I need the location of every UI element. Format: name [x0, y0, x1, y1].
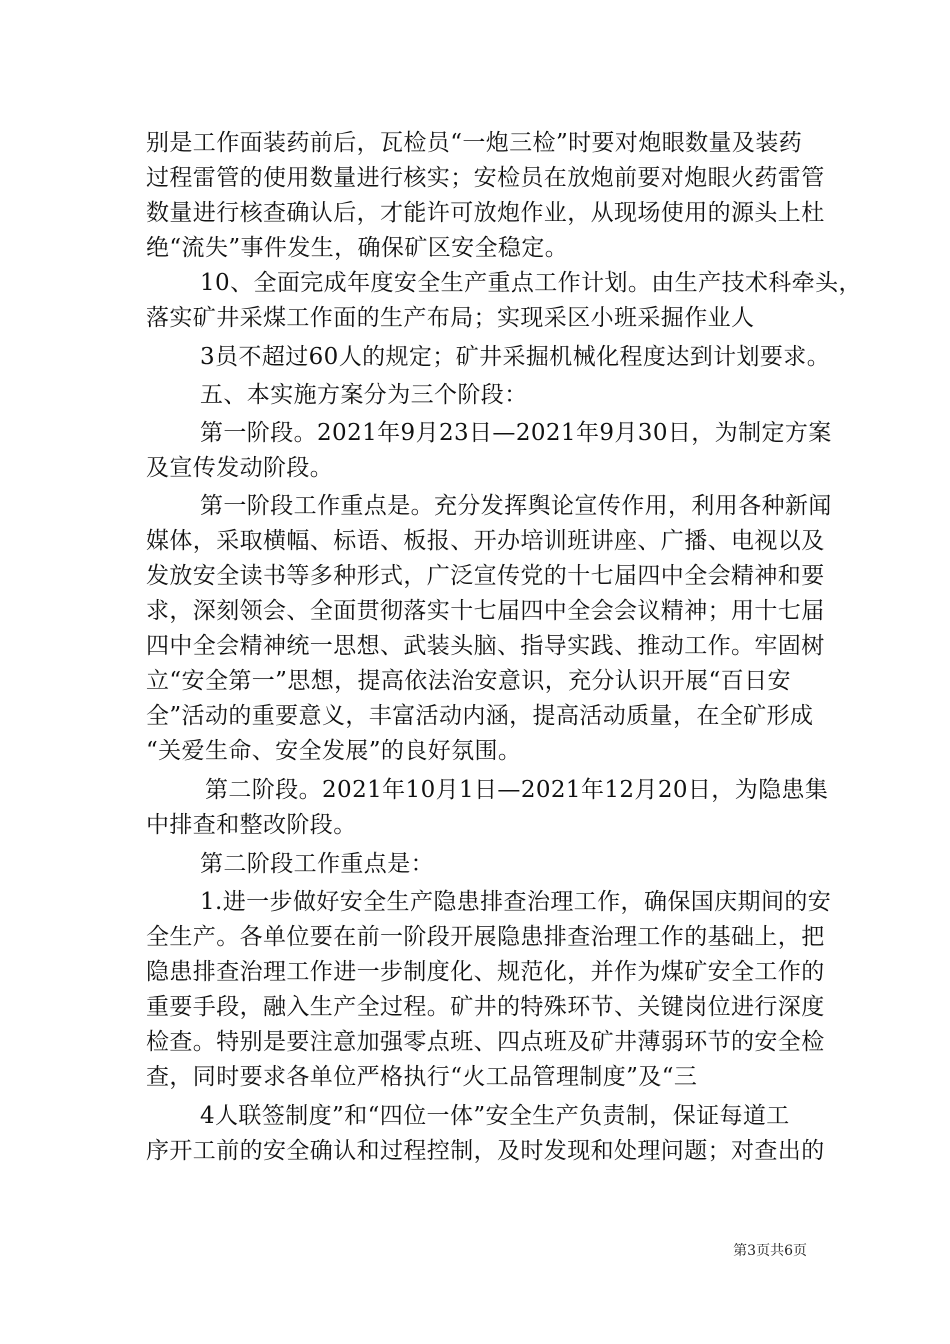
- paragraph-first-line: 10、全面完成年度安全生产重点工作计划。由生产技术科牵头，: [200, 270, 862, 296]
- text-line: 全”活动的重要意义，丰富活动内涵，提高活动质量，在全矿形成: [146, 703, 814, 729]
- text-line: 重要手段，融入生产全过程。矿井的特殊环节、关键岗位进行深度: [146, 994, 825, 1020]
- text-line: 媒体，采取横幅、标语、板报、开办培训班讲座、广播、电视以及: [146, 528, 825, 554]
- text-line: 查，同时要求各单位严格执行“火工品管理制度”及“三: [146, 1064, 698, 1090]
- page-number: 第3页共6页: [733, 1243, 807, 1259]
- text-line: 求，深刻领会、全面贯彻落实十七届四中全会会议精神；用十七届: [146, 598, 825, 624]
- text-line: 中排查和整改阶段。: [146, 812, 357, 838]
- text-line: 别是工作面装药前后，瓦检员“一炮三检”时要对炮眼数量及装药: [146, 130, 803, 156]
- paragraph-first-line: 1.进一步做好安全生产隐患排查治理工作，确保国庆期间的安: [200, 889, 832, 915]
- text-line: 立“安全第一”思想，提高依法治安意识，充分认识开展“百日安: [146, 668, 791, 694]
- text-line: 绝“流失”事件发生，确保矿区安全稳定。: [146, 235, 569, 261]
- paragraph-first-line: 第二阶段。2021年10月1日—2021年12月20日，为隐患集: [205, 777, 829, 803]
- text-line: 全生产。各单位要在前一阶段开展隐患排查治理工作的基础上，把: [146, 924, 825, 950]
- text-line: 数量进行核查确认后，才能许可放炮作业，从现场使用的源头上杜: [146, 200, 825, 226]
- text-line: “关爱生命、安全发展”的良好氛围。: [146, 738, 522, 764]
- text-line: 检查。特别是要注意加强零点班、四点班及矿井薄弱环节的安全检: [146, 1029, 825, 1055]
- paragraph-first-line: 第一阶段工作重点是。充分发挥舆论宣传作用，利用各种新闻: [200, 493, 832, 519]
- text-line: 隐患排查治理工作进一步制度化、规范化，并作为煤矿安全工作的: [146, 959, 825, 985]
- text-line: 序开工前的安全确认和过程控制，及时发现和处理问题；对查出的: [146, 1138, 825, 1164]
- text-line: 过程雷管的使用数量进行核实；安检员在放炮前要对炮眼火药雷管: [146, 165, 825, 191]
- paragraph-first-line: 第一阶段。2021年9月23日—2021年9月30日，为制定方案: [200, 420, 832, 446]
- text-line: 发放安全读书等多种形式，广泛宣传党的十七届四中全会精神和要: [146, 563, 825, 589]
- text-line: 及宣传发动阶段。: [146, 455, 334, 481]
- text-line: 落实矿井采煤工作面的生产布局；实现采区小班采掘作业人: [146, 305, 755, 331]
- text-line: 四中全会精神统一思想、武装头脑、指导实践、推动工作。牢固树: [146, 633, 825, 659]
- section-heading: 五、本实施方案分为三个阶段：: [200, 382, 528, 408]
- section-heading: 第二阶段工作重点是：: [200, 851, 434, 877]
- paragraph-first-line: 4人联签制度”和“四位一体”安全生产负责制，保证每道工: [200, 1103, 790, 1129]
- paragraph-first-line: 3员不超过60人的规定；矿井采掘机械化程度达到计划要求。: [200, 344, 831, 370]
